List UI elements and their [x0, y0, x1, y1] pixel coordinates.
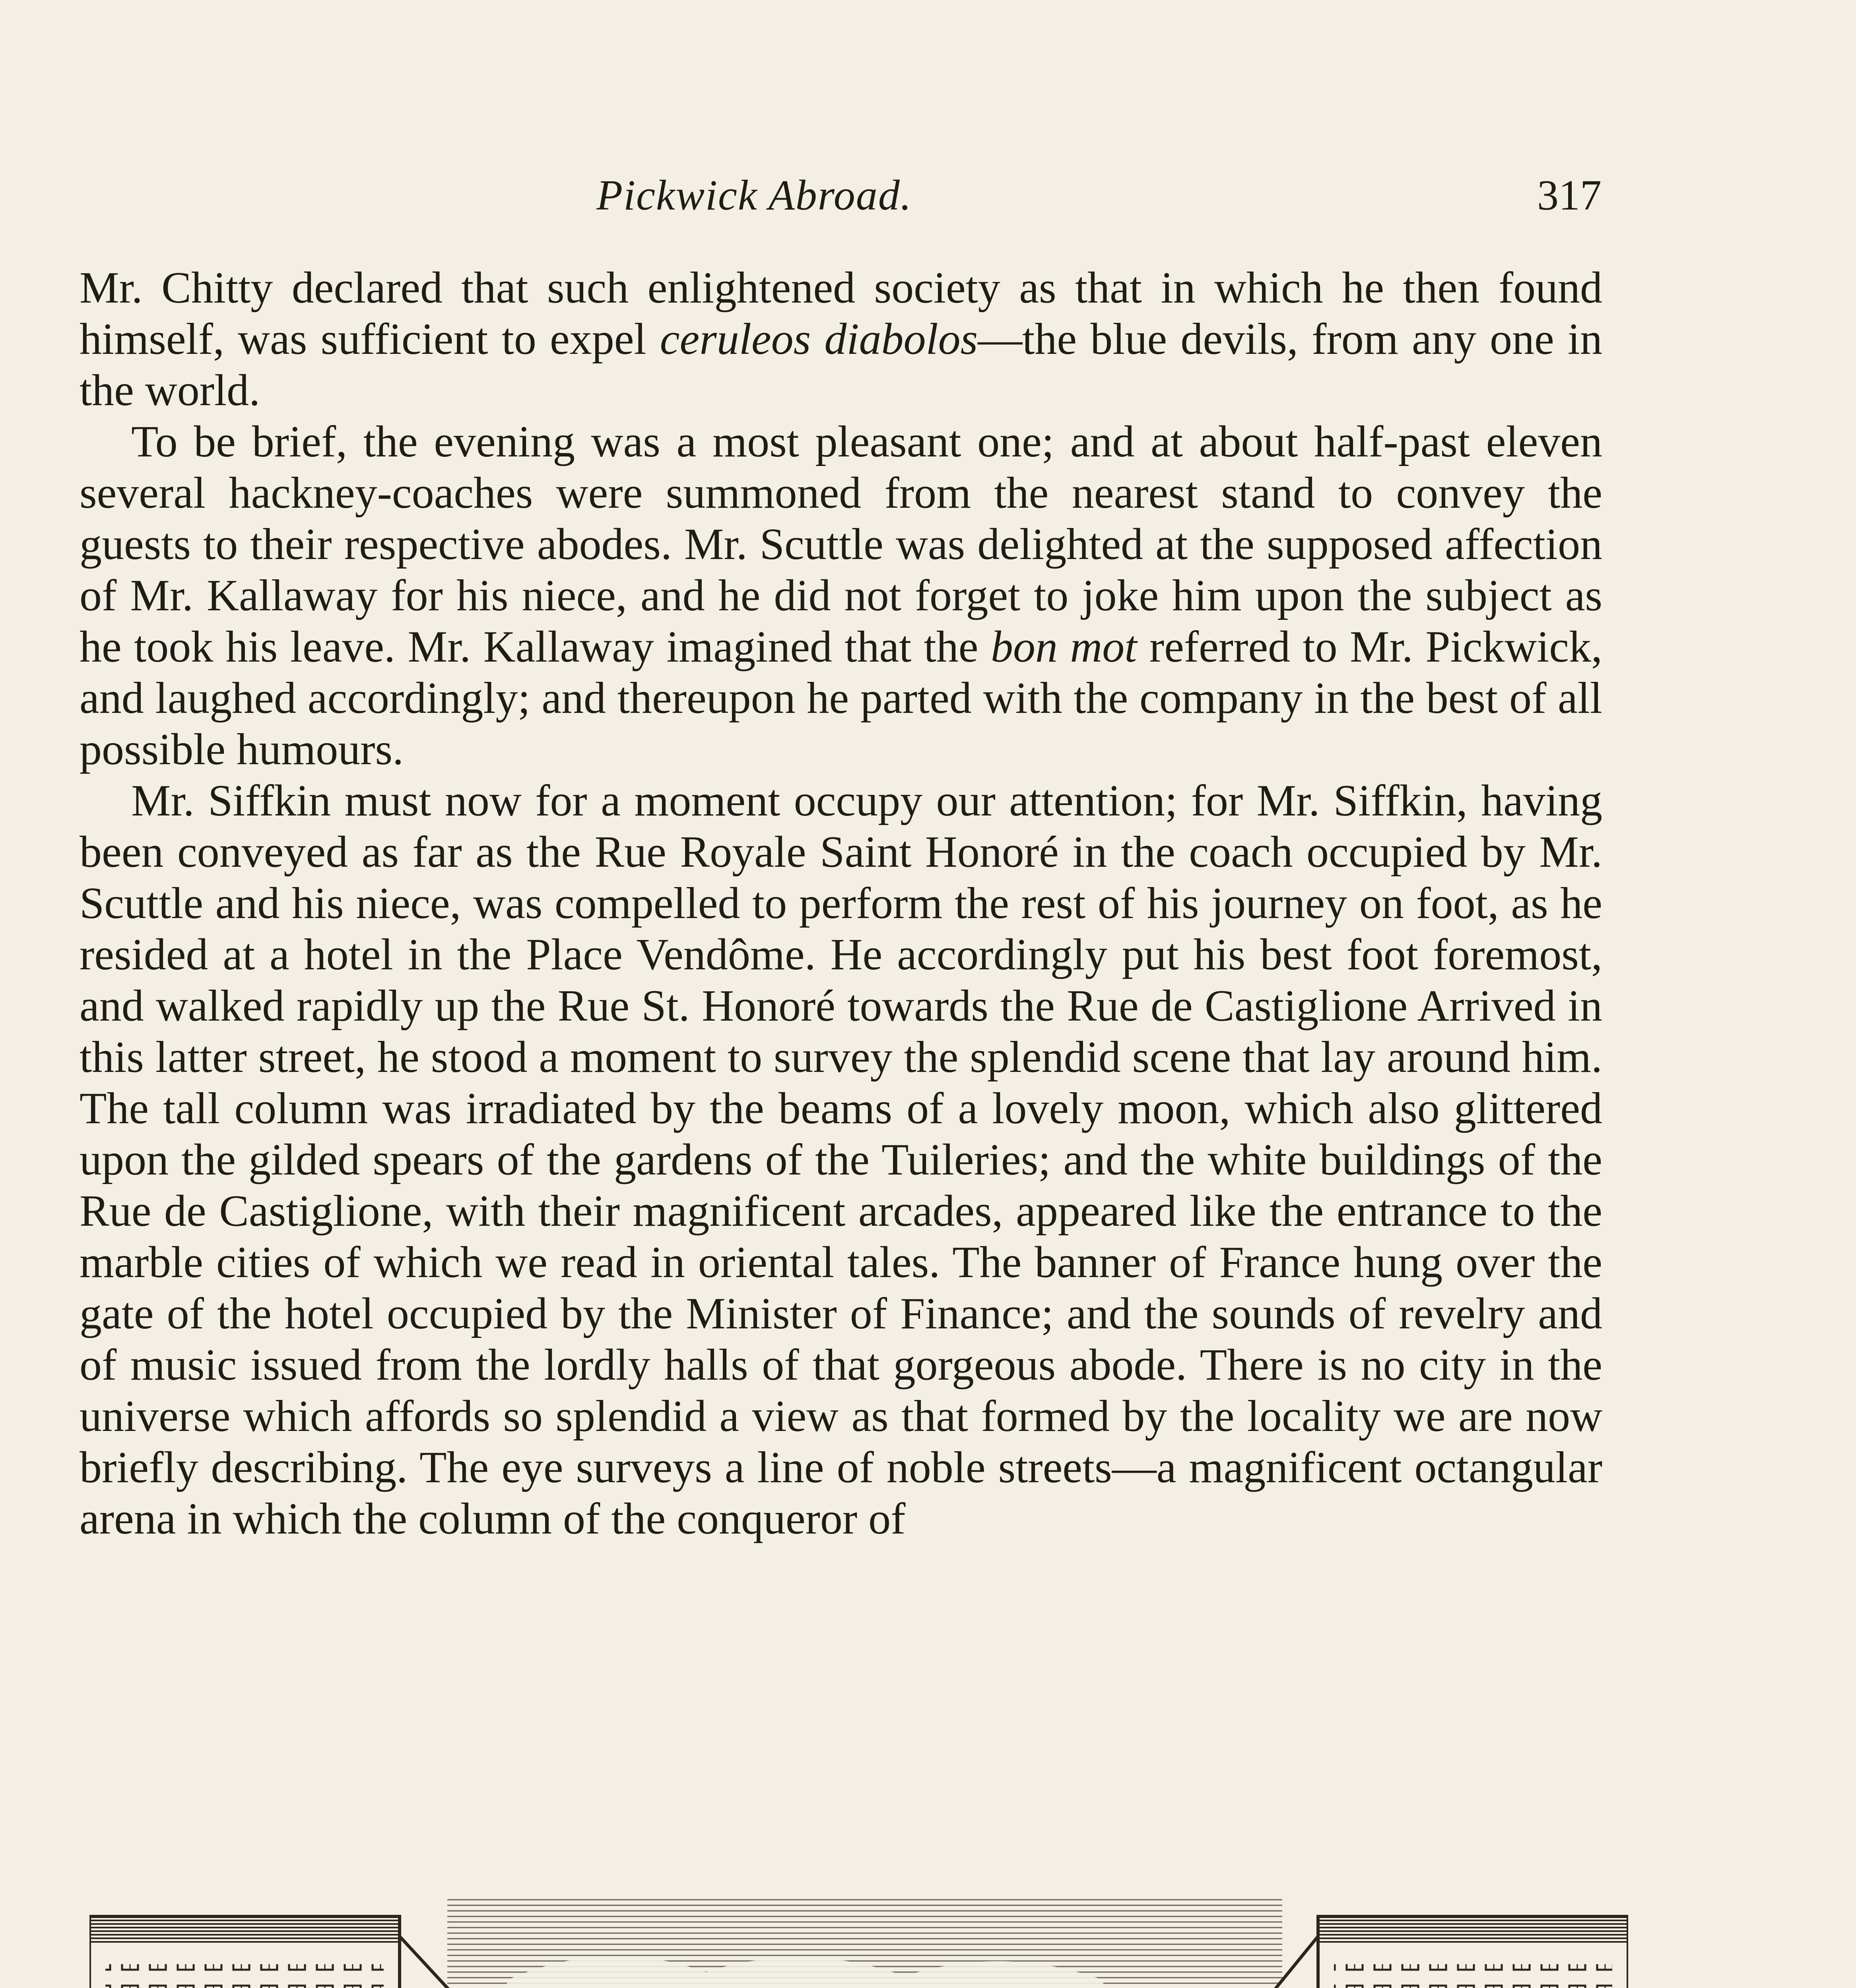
body-text-top — [80, 262, 1602, 1545]
paragraph-1-text-a: Mr. Chitty declared that such enlightened society as that in which he then found himself, was sufficient to expel — [80, 263, 1602, 364]
paragraph-2-text-a: To be brief, the evening was a most pleasant one; and at about half-past eleven several hackney-coaches were summoned from the nearest stand to convey the guests to their respective abodes. Mr. Scuttle was delighted at the supposed affection of Mr. Kallaway for his niece, and he did not forget to joke him upon the subject as he took his leave. Mr. Kallaway imagined that the — [80, 417, 1602, 672]
paragraph-2 — [80, 416, 1602, 775]
page-number: 317 — [1537, 172, 1602, 219]
page-header — [80, 171, 1602, 227]
street-engraving — [89, 1837, 1628, 1988]
paragraph-1-italic: ceruleos diabolos — [660, 315, 978, 364]
paragraph-3: Mr. Siffkin must now for a moment occupy our attention; for Mr. Siffkin, having been conveyed as far as the Rue Royale Saint Honoré in the coach occupied by Mr. Scuttle and his niece, was compelled to perform the rest of his journey on foot, as he resided at a hotel in the Place Vendôme. He accordingly put his best foot foremost, and walked rapidly up the Rue St. Honoré towards the Rue de Castiglione Arrived in this latter street, he stood a moment to survey the splendid scene that lay around him. The tall column was irradiated by the beams of a lovely moon, which also glittered upon the gilded spears of the gardens of the Tuileries; and the white buildings of the Rue de Castiglione, with their magnificent arcades, appeared like the entrance to the marble cities of which we read in oriental tales. The banner of France hung over the gate of the hotel occupied by the Minister of Finance; and the sounds of revelry and of music issued from the lordly halls of that gorgeous abode. There is no city in the universe which affords so splendid a view as that formed by the locality we are now briefly describing. The eye surveys a line of noble streets—a magnificent octangular arena in which the column of the conqueror of — [80, 776, 1602, 1543]
paragraph-2-text-b: referred to Mr. Pickwick, and laughed accordingly; and thereupon he parted with the company in the best of all possible humours. — [80, 622, 1603, 774]
running-title: Pickwick Abroad. — [596, 172, 912, 219]
paragraph-2-italic: bon mot — [990, 622, 1137, 672]
paragraph-1 — [80, 262, 1602, 416]
paragraph-1-text-b: —the blue devils, from any one in the world. — [80, 315, 1602, 415]
